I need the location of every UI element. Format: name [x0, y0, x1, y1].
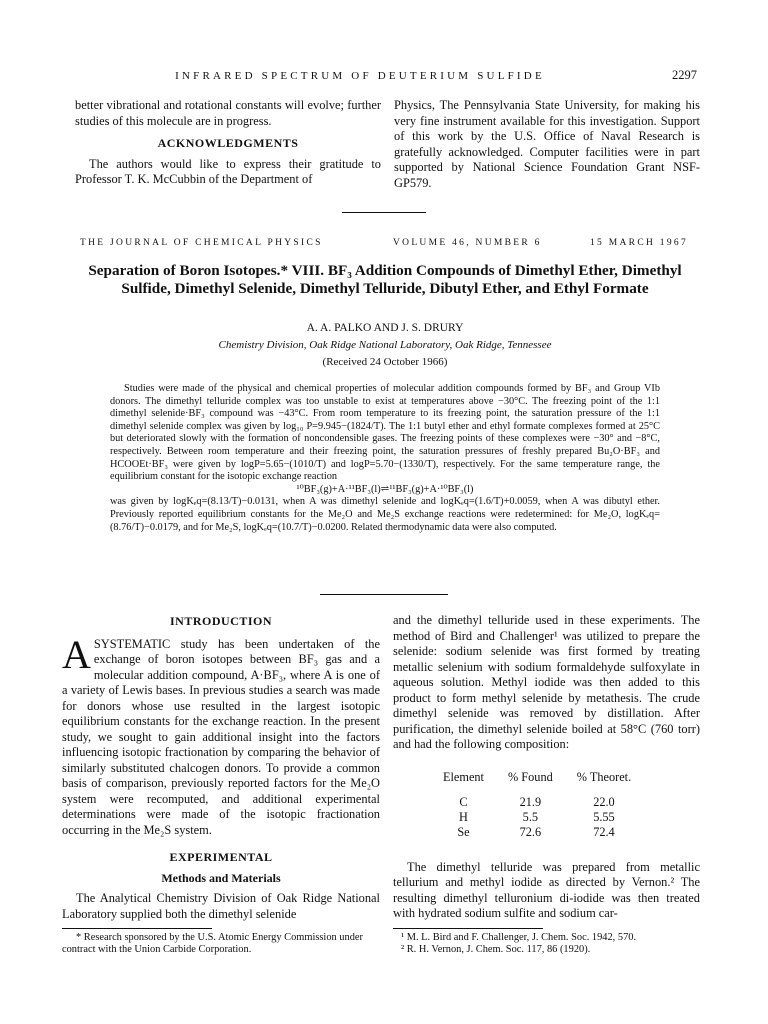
experimental-heading: EXPERIMENTAL	[169, 850, 273, 864]
table-header-theoret: % Theoret.	[576, 769, 632, 784]
page-number: 2297	[672, 68, 697, 82]
table-row	[431, 825, 643, 840]
table-cell: H	[459, 809, 468, 824]
table-header-row	[431, 770, 643, 795]
prev-article-right-column	[394, 98, 700, 191]
introduction-paragraph	[62, 631, 380, 839]
article-separator-rule	[342, 212, 426, 213]
acknowledgments-text-right: Physics, The Pennsylvania State University, for making his very fine instrument available for this investigation. Support of this work by the U.S. Office of Naval Research is gratefully acknowledged. Computer facilities were in part supported by National Science Foundation Grant NSF-GP579.	[394, 98, 700, 190]
body-left-column	[62, 614, 380, 922]
table-header-element: Element	[443, 769, 484, 784]
table-cell: C	[459, 794, 468, 809]
body-right-column	[393, 613, 700, 922]
introduction-text: SYSTEMATIC study has been undertaken of the exchange of boron isotopes between BF₃ gas and a molecular addition compound, A·BF₃, where A is one of a variety of Lewis bases. In previous studies a search was made for donors whose use resulted in the largest isotopic equilibrium constants for the exchange reaction. In the present study, we sought to gain additional insight into the factors influencing isotopic fractionation by comparing the behavior of similarly substituted chalcogen donors. To provide a common basis of comparison, previously reported factors for the Me₂O system were recomputed, and additional experimental determinations were made of the isotopic fractionation occurring in the Me₂S system.	[62, 636, 380, 837]
introduction-heading: INTRODUCTION	[169, 614, 272, 628]
footnote-rule-right	[393, 928, 543, 929]
footnote-right	[393, 932, 711, 956]
methods-heading: Methods and Materials	[161, 870, 281, 885]
right-paragraph-1: and the dimethyl telluride used in these experiments. The method of Bird and Challenger¹ was utilized to prepare the selenide: sodium selenide was first formed by treating metallic selenium with sodium formaldehyde sulfoxylate in aqueous solution. Methyl iodide was then added to this product to form methyl selenide by metathesis. The crude dimethyl selenide was removed by distillation. After purification, the dimethyl selenide boiled at 58°C (760 torr) and had the following composition:	[393, 613, 700, 751]
acknowledgments-text-left: The authors would like to express their gratitude to Professor T. K. McCubbin of the Department of	[75, 156, 381, 186]
article-title: Separation of Boron Isotopes.* VIII. BF₃ Addition Compounds of Dimethyl Ether, Dimethyl Sulfide, Dimethyl Selenide, Dimethyl Telluride, Dibutyl Ether, and Ethyl Formate	[88, 262, 682, 297]
abstract	[110, 383, 660, 534]
abstract-separator-rule	[320, 594, 448, 595]
table-row	[431, 810, 643, 825]
right-paragraph-2: The dimethyl telluride was prepared from metallic tellurium and methyl iodide as directed by Vernon.² The resulting dimethyl telluronium di-iodide was then treated with hydrated sodium sulfite and sodium car-	[393, 859, 700, 920]
table-cell: 72.4	[593, 824, 615, 839]
footnote-ref-1: ¹ M. L. Bird and F. Challenger, J. Chem. Soc. 1942, 570.	[401, 932, 637, 943]
prev-article-paragraph: better vibrational and rotational constants will evolve; further studies of this molecule are in progress.	[75, 98, 381, 128]
footnote-left: * Research sponsored by the U.S. Atomic Energy Commission under contract with the Union Carbide Corporation.	[62, 932, 363, 955]
journal-date: 15 MARCH 1967	[590, 238, 688, 248]
composition-table	[431, 770, 643, 840]
article-authors: A. A. PALKO AND J. S. DRURY	[306, 322, 464, 334]
table-header-found: % Found	[507, 769, 553, 784]
table-row	[431, 795, 643, 810]
table-cell: 5.5	[522, 809, 539, 824]
prev-article-left-column	[75, 98, 381, 188]
abstract-paragraph-2: was given by logKₑq=(8.13/T)−0.0131, when A was dimethyl selenide and logKₑq=(1.6/T)+0.0059, when A was dibutyl ether. Previously reported equilibrium constants for the Me₂O and Me₂S exchange reactions were redetermined: for Me₂O, logKₑq=(8.76/T)−0.0179, and for Me₂S, logKₑq=(10.7/T)−0.0200. Related thermodynamic data were also computed.	[110, 496, 660, 533]
table-cell: 22.0	[593, 794, 615, 809]
table-cell: 5.55	[593, 809, 615, 824]
drop-cap: A	[62, 631, 91, 677]
table-cell: 72.6	[519, 824, 542, 839]
article-affiliation: Chemistry Division, Oak Ridge National Laboratory, Oak Ridge, Tennessee	[218, 339, 552, 351]
received-date: (Received 24 October 1966)	[322, 356, 448, 368]
table-cell: 21.9	[519, 794, 542, 809]
footnote-rule-left	[62, 928, 212, 929]
acknowledgments-heading: ACKNOWLEDGMENTS	[157, 136, 299, 150]
journal-volume: VOLUME 46, NUMBER 6	[393, 238, 542, 248]
footnote-ref-2: ² R. H. Vernon, J. Chem. Soc. 117, 86 (1920).	[401, 944, 591, 955]
abstract-paragraph-1: Studies were made of the physical and chemical properties of molecular addition compounds formed by BF₃ and Group VIb donors. The dimethyl telluride complex was too unstable to exist at temperatures above −30°C. The freezing point of the 1:1 dimethyl selenide·BF₃ compound was −43°C. From room temperature to its freezing point, the saturation pressure of the 1:1 dimethyl selenide complex was given by log₁₀ P=9.945−(1824/T). The 1:1 butyl ether and ethyl formate complexes formed at 25°C but deteriorated slowly with the formation of noncondensible gases. The freezing points of these complexes were −30° and −8°C, respectively. Between room temperature and their freezing point, the saturation pressures of freshly prepared Bu₂O·BF₃ and HCOOEt·BF₃ were given by logP=5.65−(1010/T) and logP=5.70−(1330/T), respectively. For the same temperature range, the equilibrium constant for the isotopic exchange reaction	[110, 383, 660, 483]
table-cell: Se	[457, 824, 470, 839]
journal-name: THE JOURNAL OF CHEMICAL PHYSICS	[80, 238, 323, 248]
running-head: INFRARED SPECTRUM OF DEUTERIUM SULFIDE	[175, 70, 545, 82]
methods-text: The Analytical Chemistry Division of Oak Ridge National Laboratory supplied both the dimethyl selenide	[62, 891, 380, 921]
abstract-equation: ¹⁰BF₃(g)+A·¹¹BF₃(l)⇌¹¹BF₃(g)+A·¹⁰BF₃(l)	[296, 483, 474, 495]
